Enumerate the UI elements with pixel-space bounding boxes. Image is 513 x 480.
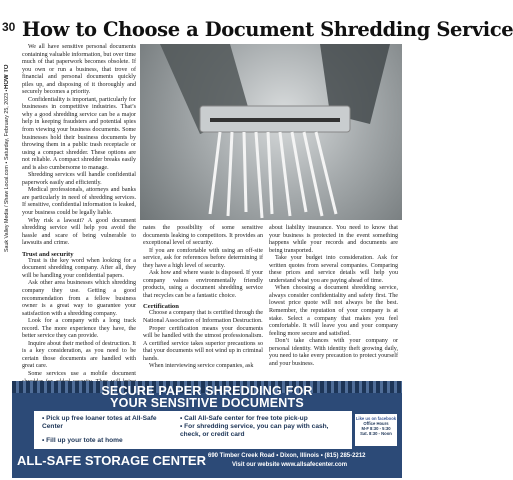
- rail-publication: Sauk Valley Media / Shaw Local.com: [4, 165, 10, 252]
- side-rail: Sauk Valley Media / Shaw Local.com • Saturday, February 25, 2023 • HOW TO: [4, 64, 10, 252]
- paragraph: When interviewing service companies, ask: [149, 363, 254, 370]
- paragraph: Proper certification means your documents will be handled with the utmost professionalism. A certified service takes superior precautions so that your documents will not wind up in criminal hands.: [143, 325, 263, 362]
- ad-address: 690 Timber Creek Road • Dixon, Illinois • (815) 285-2212: [208, 453, 366, 459]
- facebook-icon: Like us on facebook: [355, 416, 397, 421]
- paragraph: Ask other area businesses which shredding company they use. Getting a good recommendation from a fellow business owner is a great way to guarantee your satisfaction with a shredding company.: [22, 280, 136, 317]
- ad-website-link[interactable]: Visit our website www.allsafecenter.com: [232, 462, 348, 468]
- hours-title: Office Hours: [363, 421, 389, 426]
- paragraph: Why risk a lawsuit? A good document shredding service will help you avoid the hassle and scare of being vulnerable to lawsuits and crime.: [22, 217, 136, 247]
- rail-issue-date: Saturday, February 25, 2023: [4, 93, 10, 161]
- rail-section: HOW TO: [4, 64, 10, 89]
- paragraph: nates the possibility of some sensitive documents leaking to competitors. It provides an exceptional level of security.: [143, 225, 263, 247]
- paragraph: If you are comfortable with using an off-site service, ask for references before determining if they have a high level of security.: [143, 247, 263, 269]
- paragraph: When choosing a document shredding service, always consider confidentiality and safety first. The lowest price quote will not always be the best. Remember, the reputation of your company is at stake. Select a company that makes you feel comfortable. It will leave you and your company feeling more secure and satisfied.: [269, 285, 398, 337]
- article-column-3: [269, 225, 398, 368]
- ad-item: • Pick up free loaner totes at All-Safe Center: [42, 415, 157, 430]
- ad-item: • Fill up your tote at home: [42, 437, 123, 444]
- hours-saturday: Sat. 8:30 - Noon: [360, 431, 392, 436]
- ad-brand: ALL-SAFE STORAGE CENTER: [17, 453, 206, 468]
- paragraph: Ask how and where waste is disposed. If your company values environmentally friendly products, using a document shredding service that recycles can be a fantastic choice.: [143, 270, 263, 299]
- subhead-certification: Certification: [143, 303, 179, 311]
- paragraph: Confidentiality is important, particularly for businesses in competitive industries. That’s why a good shredding service can be a major help in keeping fraudsters and potential spies from viewing your business documents. Some businesses hold their business documents by throwing them in a public trash receptacle or using a compact shredder. These options are not reliable. A compact shredder breaks easily and is also cumbersome to manage.: [22, 96, 136, 171]
- hours-weekday: M-F 8:30 - 5:30: [361, 426, 391, 431]
- ad-item: • Call All-Safe center for free tote pick-up: [180, 415, 308, 422]
- paragraph: Shredding services will handle confidential paperwork easily and efficiently.: [22, 172, 136, 186]
- page-number: 30: [2, 20, 16, 34]
- article-column-2: [143, 225, 263, 371]
- paragraph: We all have sensitive personal documents containing valuable information, but over time much of that paperwork becomes obsolete. If you own or run a business, that trove of financial and personal documents quickly piles up, and disposing of it thoroughly and securely becomes a priority.: [22, 44, 136, 96]
- article-column-1: [22, 44, 136, 394]
- paragraph: Medical professionals, attorneys and banks are particularly in need of shredding services. If sensitive, confidential information is leaked, your business could be legally liable.: [22, 187, 136, 217]
- paragraph: Inquire about their method of destruction. It is a key consideration, as you need to be certain those documents are handled with great care.: [22, 340, 136, 370]
- subhead-trust: Trust and security: [22, 250, 74, 258]
- paragraph: Take your budget into consideration. Ask for written quotes from several companies. Comparing these prices and service details will help you understand what you are paying ahead of time.: [269, 255, 398, 284]
- shredder-photo: [140, 44, 402, 220]
- ad-left-list: [42, 415, 172, 445]
- ad-item: • For shredding service, you can pay with cash, check, or credit card: [180, 423, 329, 438]
- shredder-illustration: [140, 44, 402, 220]
- paragraph: about liability insurance. You need to know that your business is protected in the event something happens while your records and documents are being transported.: [269, 225, 398, 254]
- ad-headline-2: YOUR SENSITIVE DOCUMENTS: [110, 396, 304, 410]
- article-title: How to Choose a Document Shredding Service: [22, 18, 513, 41]
- hours-box: [354, 413, 398, 447]
- paragraph: Look for a company with a long track record. The more experience they have, the better service they can provide.: [22, 318, 136, 340]
- ad-headline-1: SECURE PAPER SHREDDING FOR: [101, 384, 313, 398]
- shredding-advertisement: [12, 381, 402, 478]
- paragraph: Choose a company that is certified through the National Association of Information Destruction.: [143, 310, 263, 325]
- paragraph: Trust is the key word when looking for a document shredding company. After all, they will be handling your confidential papers.: [22, 257, 136, 279]
- paragraph: Don’t take chances with your company or personal identity. With identity theft growing daily, you need to take every precaution to protect yourself and your business.: [269, 338, 398, 367]
- ad-right-list: [180, 415, 350, 439]
- paragraph: Some services use a mobile document: [28, 370, 136, 377]
